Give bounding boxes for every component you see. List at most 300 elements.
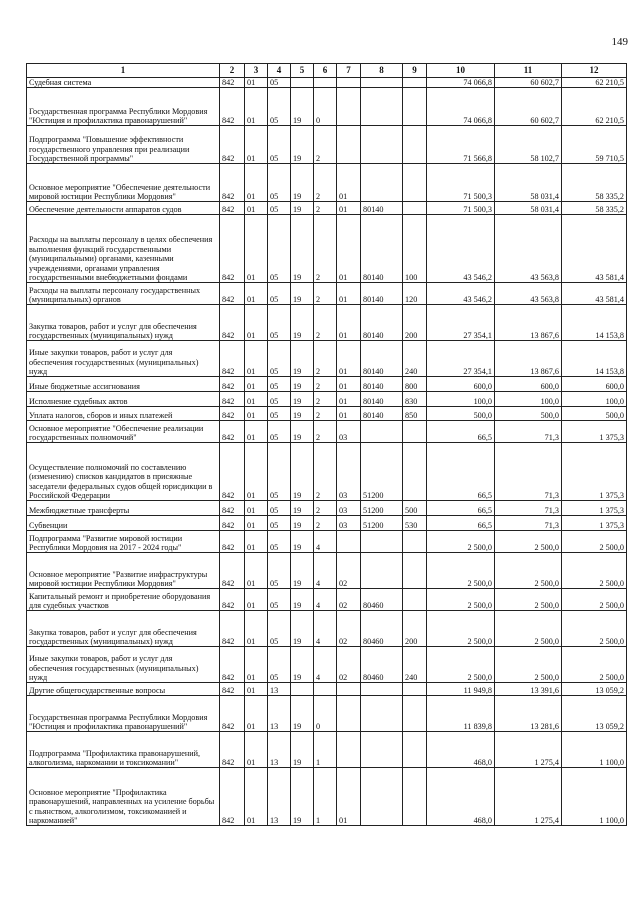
- header-cell: 3: [245, 64, 268, 78]
- amount-year-3: 13 059,2: [562, 683, 627, 696]
- item-name: Основное мероприятие "Обеспечение деятельности мировой юстиции Республики Мордовия": [27, 164, 220, 202]
- amount-year-1: 66,5: [427, 443, 495, 501]
- table-row: [27, 392, 627, 407]
- amount-year-2: 58 031,4: [495, 202, 562, 215]
- item-name: Расходы на выплаты персоналу в целях обеспечения выполнения функций государственными (муниципальными) органами, казенными учреждениями, органами управления государственными внебюджетными фондами: [27, 215, 220, 283]
- table-row: [27, 443, 627, 501]
- table-row: [27, 283, 627, 305]
- subsection-code: 05: [268, 392, 291, 407]
- direction-code: 80140: [361, 305, 403, 341]
- direction-code: [361, 78, 403, 88]
- event-code: 02: [337, 553, 361, 589]
- program-code: 19: [291, 341, 314, 377]
- program-code: 19: [291, 696, 314, 732]
- amount-year-2: 60 602,7: [495, 78, 562, 88]
- program-code: 19: [291, 501, 314, 516]
- direction-code: 80460: [361, 611, 403, 647]
- item-name: Основное мероприятие "Профилактика правонарушений, направленных на усиление борьбы с пьянством, алкоголизмом, токсикоманией и наркоманией": [27, 768, 220, 826]
- subsection-code: 05: [268, 377, 291, 392]
- table-row: [27, 407, 627, 421]
- budget-table: [26, 63, 627, 826]
- expense-type-code: 120: [403, 283, 427, 305]
- direction-code: 80140: [361, 215, 403, 283]
- subsection-code: 13: [268, 683, 291, 696]
- program-code: 19: [291, 732, 314, 768]
- program-code: 19: [291, 377, 314, 392]
- header-cell: 12: [562, 64, 627, 78]
- item-name: Иные бюджетные ассигнования: [27, 377, 220, 392]
- direction-code: [361, 683, 403, 696]
- header-cell: 2: [220, 64, 245, 78]
- amount-year-3: 13 059,2: [562, 696, 627, 732]
- ministry-code: 842: [220, 341, 245, 377]
- ministry-code: 842: [220, 768, 245, 826]
- item-name: Уплата налогов, сборов и иных платежей: [27, 407, 220, 421]
- expense-type-code: 240: [403, 341, 427, 377]
- subsection-code: 05: [268, 421, 291, 443]
- direction-code: 51200: [361, 516, 403, 531]
- section-code: 01: [245, 305, 268, 341]
- expense-type-code: 240: [403, 647, 427, 683]
- amount-year-2: 2 500,0: [495, 531, 562, 553]
- amount-year-1: 66,5: [427, 421, 495, 443]
- section-code: 01: [245, 78, 268, 88]
- section-code: 01: [245, 589, 268, 611]
- amount-year-1: 11 949,8: [427, 683, 495, 696]
- program-code: 19: [291, 305, 314, 341]
- section-code: 01: [245, 202, 268, 215]
- program-code: 19: [291, 407, 314, 421]
- program-code: 19: [291, 202, 314, 215]
- amount-year-3: 2 500,0: [562, 589, 627, 611]
- amount-year-3: 1 100,0: [562, 732, 627, 768]
- ministry-code: 842: [220, 88, 245, 126]
- event-code: [337, 732, 361, 768]
- header-cell: 6: [314, 64, 337, 78]
- ministry-code: 842: [220, 283, 245, 305]
- section-code: 01: [245, 647, 268, 683]
- item-name: Исполнение судебных актов: [27, 392, 220, 407]
- event-code: 01: [337, 283, 361, 305]
- header-cell: 10: [427, 64, 495, 78]
- expense-type-code: 200: [403, 305, 427, 341]
- item-name: Государственная программа Республики Мордовия "Юстиция и профилактика правонарушений": [27, 696, 220, 732]
- amount-year-3: 2 500,0: [562, 647, 627, 683]
- amount-year-2: 1 275,4: [495, 768, 562, 826]
- program-code: 19: [291, 531, 314, 553]
- table-row: [27, 683, 627, 696]
- amount-year-3: 14 153,8: [562, 341, 627, 377]
- ministry-code: 842: [220, 531, 245, 553]
- subprogram-code: [314, 78, 337, 88]
- section-code: 01: [245, 501, 268, 516]
- amount-year-3: 62 210,5: [562, 78, 627, 88]
- event-code: 01: [337, 392, 361, 407]
- amount-year-3: 500,0: [562, 407, 627, 421]
- event-code: 03: [337, 501, 361, 516]
- direction-code: [361, 88, 403, 126]
- amount-year-1: 2 500,0: [427, 647, 495, 683]
- amount-year-3: 2 500,0: [562, 553, 627, 589]
- subprogram-code: 2: [314, 202, 337, 215]
- amount-year-1: 43 546,2: [427, 283, 495, 305]
- item-name: Расходы на выплаты персоналу государственных (муниципальных) органов: [27, 283, 220, 305]
- amount-year-3: 1 375,3: [562, 501, 627, 516]
- event-code: 03: [337, 443, 361, 501]
- direction-code: 80140: [361, 377, 403, 392]
- expense-type-code: 850: [403, 407, 427, 421]
- ministry-code: 842: [220, 647, 245, 683]
- amount-year-1: 71 500,3: [427, 164, 495, 202]
- direction-code: [361, 553, 403, 589]
- amount-year-1: 2 500,0: [427, 553, 495, 589]
- ministry-code: 842: [220, 553, 245, 589]
- expense-type-code: [403, 88, 427, 126]
- ministry-code: 842: [220, 407, 245, 421]
- table-row: [27, 501, 627, 516]
- direction-code: [361, 531, 403, 553]
- program-code: 19: [291, 126, 314, 164]
- direction-code: 80460: [361, 647, 403, 683]
- event-code: [337, 531, 361, 553]
- subprogram-code: 2: [314, 377, 337, 392]
- event-code: 03: [337, 421, 361, 443]
- direction-code: [361, 768, 403, 826]
- item-name: Иные закупки товаров, работ и услуг для обеспечения государственных (муниципальных) нужд: [27, 647, 220, 683]
- subsection-code: 05: [268, 589, 291, 611]
- section-code: 01: [245, 768, 268, 826]
- item-name: Капитальный ремонт и приобретение оборудования для судебных участков: [27, 589, 220, 611]
- subprogram-code: 4: [314, 611, 337, 647]
- item-name: Подпрограмма "Профилактика правонарушений, алкоголизма, наркомании и токсикомании": [27, 732, 220, 768]
- subprogram-code: 2: [314, 516, 337, 531]
- expense-type-code: [403, 443, 427, 501]
- amount-year-3: 2 500,0: [562, 531, 627, 553]
- amount-year-3: 58 335,2: [562, 164, 627, 202]
- expense-type-code: 830: [403, 392, 427, 407]
- event-code: 01: [337, 768, 361, 826]
- table-row: [27, 421, 627, 443]
- subsection-code: 13: [268, 768, 291, 826]
- table-row: [27, 732, 627, 768]
- subprogram-code: 2: [314, 421, 337, 443]
- amount-year-2: 2 500,0: [495, 553, 562, 589]
- subsection-code: 05: [268, 611, 291, 647]
- amount-year-3: 1 375,3: [562, 421, 627, 443]
- header-cell: 9: [403, 64, 427, 78]
- amount-year-1: 43 546,2: [427, 215, 495, 283]
- subprogram-code: 2: [314, 215, 337, 283]
- expense-type-code: 100: [403, 215, 427, 283]
- subprogram-code: 2: [314, 305, 337, 341]
- event-code: 01: [337, 377, 361, 392]
- direction-code: [361, 696, 403, 732]
- expense-type-code: [403, 421, 427, 443]
- item-name: Осуществление полномочий по составлению (изменению) списков кандидатов в присяжные заседатели федеральных судов общей юрисдикции в Российской Федерации: [27, 443, 220, 501]
- item-name: Государственная программа Республики Мордовия "Юстиция и профилактика правонарушений": [27, 88, 220, 126]
- event-code: 02: [337, 589, 361, 611]
- event-code: 01: [337, 164, 361, 202]
- subsection-code: 05: [268, 647, 291, 683]
- event-code: [337, 126, 361, 164]
- amount-year-2: 13 867,6: [495, 341, 562, 377]
- table-body: [27, 78, 627, 826]
- subprogram-code: 2: [314, 392, 337, 407]
- section-code: 01: [245, 516, 268, 531]
- expense-type-code: 530: [403, 516, 427, 531]
- amount-year-2: 2 500,0: [495, 647, 562, 683]
- page-number: 149: [611, 36, 628, 48]
- section-code: 01: [245, 443, 268, 501]
- program-code: 19: [291, 553, 314, 589]
- amount-year-1: 2 500,0: [427, 611, 495, 647]
- ministry-code: 842: [220, 683, 245, 696]
- section-code: 01: [245, 283, 268, 305]
- header-cell: 7: [337, 64, 361, 78]
- amount-year-1: 66,5: [427, 501, 495, 516]
- amount-year-1: 2 500,0: [427, 531, 495, 553]
- amount-year-3: 1 375,3: [562, 443, 627, 501]
- event-code: [337, 683, 361, 696]
- subsection-code: 05: [268, 202, 291, 215]
- subprogram-code: 4: [314, 647, 337, 683]
- subprogram-code: 2: [314, 283, 337, 305]
- expense-type-code: 500: [403, 501, 427, 516]
- amount-year-1: 66,5: [427, 516, 495, 531]
- expense-type-code: [403, 202, 427, 215]
- amount-year-1: 71 566,8: [427, 126, 495, 164]
- direction-code: [361, 732, 403, 768]
- amount-year-2: 71,3: [495, 501, 562, 516]
- subsection-code: 05: [268, 126, 291, 164]
- event-code: 01: [337, 305, 361, 341]
- table-row: [27, 215, 627, 283]
- ministry-code: 842: [220, 202, 245, 215]
- amount-year-1: 468,0: [427, 768, 495, 826]
- event-code: 02: [337, 647, 361, 683]
- table-row: [27, 647, 627, 683]
- item-name: Межбюджетные трансферты: [27, 501, 220, 516]
- amount-year-2: 71,3: [495, 421, 562, 443]
- expense-type-code: [403, 164, 427, 202]
- event-code: 01: [337, 407, 361, 421]
- ministry-code: 842: [220, 501, 245, 516]
- expense-type-code: [403, 683, 427, 696]
- expense-type-code: [403, 732, 427, 768]
- subprogram-code: 2: [314, 126, 337, 164]
- amount-year-1: 27 354,1: [427, 305, 495, 341]
- amount-year-3: 100,0: [562, 392, 627, 407]
- subprogram-code: 0: [314, 696, 337, 732]
- ministry-code: 842: [220, 126, 245, 164]
- direction-code: 80140: [361, 341, 403, 377]
- direction-code: [361, 126, 403, 164]
- program-code: 19: [291, 516, 314, 531]
- item-name: Судебная система: [27, 78, 220, 88]
- amount-year-2: 500,0: [495, 407, 562, 421]
- direction-code: 80140: [361, 407, 403, 421]
- ministry-code: 842: [220, 377, 245, 392]
- header-cell: 11: [495, 64, 562, 78]
- amount-year-1: 11 839,8: [427, 696, 495, 732]
- amount-year-2: 600,0: [495, 377, 562, 392]
- program-code: [291, 78, 314, 88]
- amount-year-2: 100,0: [495, 392, 562, 407]
- direction-code: [361, 421, 403, 443]
- amount-year-3: 1 100,0: [562, 768, 627, 826]
- ministry-code: 842: [220, 611, 245, 647]
- subsection-code: 05: [268, 88, 291, 126]
- ministry-code: 842: [220, 696, 245, 732]
- header-cell: 1: [27, 64, 220, 78]
- section-code: 01: [245, 164, 268, 202]
- amount-year-2: 1 275,4: [495, 732, 562, 768]
- amount-year-2: 71,3: [495, 443, 562, 501]
- subsection-code: 05: [268, 215, 291, 283]
- expense-type-code: [403, 696, 427, 732]
- ministry-code: 842: [220, 164, 245, 202]
- item-name: Иные закупки товаров, работ и услуг для обеспечения государственных (муниципальных) нужд: [27, 341, 220, 377]
- section-code: 01: [245, 553, 268, 589]
- subsection-code: 05: [268, 305, 291, 341]
- subsection-code: 05: [268, 407, 291, 421]
- section-code: 01: [245, 611, 268, 647]
- table-row: [27, 164, 627, 202]
- subsection-code: 05: [268, 531, 291, 553]
- ministry-code: 842: [220, 305, 245, 341]
- program-code: 19: [291, 283, 314, 305]
- subsection-code: 13: [268, 732, 291, 768]
- amount-year-3: 2 500,0: [562, 611, 627, 647]
- table-row: [27, 531, 627, 553]
- amount-year-3: 59 710,5: [562, 126, 627, 164]
- expense-type-code: [403, 553, 427, 589]
- section-code: 01: [245, 88, 268, 126]
- ministry-code: 842: [220, 215, 245, 283]
- expense-type-code: [403, 126, 427, 164]
- table-row: [27, 553, 627, 589]
- amount-year-1: 468,0: [427, 732, 495, 768]
- amount-year-3: 43 581,4: [562, 215, 627, 283]
- program-code: 19: [291, 647, 314, 683]
- amount-year-1: 27 354,1: [427, 341, 495, 377]
- table-row: [27, 377, 627, 392]
- header-cell: 8: [361, 64, 403, 78]
- subsection-code: 05: [268, 443, 291, 501]
- event-code: 02: [337, 611, 361, 647]
- amount-year-3: 58 335,2: [562, 202, 627, 215]
- table-row: [27, 768, 627, 826]
- amount-year-3: 62 210,5: [562, 88, 627, 126]
- amount-year-1: 500,0: [427, 407, 495, 421]
- section-code: 01: [245, 341, 268, 377]
- program-code: 19: [291, 421, 314, 443]
- event-code: 01: [337, 202, 361, 215]
- header-cell: 5: [291, 64, 314, 78]
- amount-year-2: 58 102,7: [495, 126, 562, 164]
- event-code: 01: [337, 215, 361, 283]
- amount-year-2: 43 563,8: [495, 215, 562, 283]
- table-row: [27, 516, 627, 531]
- subprogram-code: 4: [314, 531, 337, 553]
- table-row: [27, 305, 627, 341]
- subsection-code: 05: [268, 501, 291, 516]
- amount-year-3: 14 153,8: [562, 305, 627, 341]
- expense-type-code: [403, 768, 427, 826]
- amount-year-2: 58 031,4: [495, 164, 562, 202]
- section-code: 01: [245, 215, 268, 283]
- item-name: Другие общегосударственные вопросы: [27, 683, 220, 696]
- item-name: Закупка товаров, работ и услуг для обеспечения государственных (муниципальных) нужд: [27, 305, 220, 341]
- program-code: 19: [291, 164, 314, 202]
- ministry-code: 842: [220, 392, 245, 407]
- subsection-code: 05: [268, 341, 291, 377]
- amount-year-3: 43 581,4: [562, 283, 627, 305]
- section-code: 01: [245, 377, 268, 392]
- subprogram-code: 2: [314, 164, 337, 202]
- ministry-code: 842: [220, 78, 245, 88]
- program-code: [291, 683, 314, 696]
- subprogram-code: 2: [314, 501, 337, 516]
- subprogram-code: 4: [314, 589, 337, 611]
- amount-year-1: 2 500,0: [427, 589, 495, 611]
- section-code: 01: [245, 683, 268, 696]
- amount-year-2: 60 602,7: [495, 88, 562, 126]
- subsection-code: 05: [268, 78, 291, 88]
- section-code: 01: [245, 126, 268, 164]
- event-code: 03: [337, 516, 361, 531]
- table-row: [27, 589, 627, 611]
- program-code: 19: [291, 768, 314, 826]
- ministry-code: 842: [220, 421, 245, 443]
- amount-year-3: 1 375,3: [562, 516, 627, 531]
- amount-year-2: 13 391,6: [495, 683, 562, 696]
- direction-code: 80140: [361, 283, 403, 305]
- table-header-row: [27, 64, 627, 78]
- event-code: 01: [337, 341, 361, 377]
- item-name: Основное мероприятие "Развитие инфраструктуры мировой юстиции Республики Мордовия": [27, 553, 220, 589]
- item-name: Подпрограмма "Развитие мировой юстиции Республики Мордовия на 2017 - 2024 годы": [27, 531, 220, 553]
- subprogram-code: 2: [314, 341, 337, 377]
- ministry-code: 842: [220, 589, 245, 611]
- table-row: [27, 126, 627, 164]
- expense-type-code: [403, 78, 427, 88]
- item-name: Подпрограмма "Повышение эффективности государственного управления при реализации Государственной программы": [27, 126, 220, 164]
- direction-code: 80140: [361, 202, 403, 215]
- table-row: [27, 611, 627, 647]
- amount-year-3: 600,0: [562, 377, 627, 392]
- ministry-code: 842: [220, 732, 245, 768]
- amount-year-1: 74 066,8: [427, 78, 495, 88]
- direction-code: [361, 164, 403, 202]
- subprogram-code: 2: [314, 443, 337, 501]
- header-cell: 4: [268, 64, 291, 78]
- subsection-code: 05: [268, 283, 291, 305]
- table-row: [27, 78, 627, 88]
- direction-code: 51200: [361, 501, 403, 516]
- expense-type-code: [403, 531, 427, 553]
- event-code: [337, 696, 361, 732]
- program-code: 19: [291, 611, 314, 647]
- program-code: 19: [291, 392, 314, 407]
- amount-year-1: 100,0: [427, 392, 495, 407]
- ministry-code: 842: [220, 516, 245, 531]
- program-code: 19: [291, 215, 314, 283]
- amount-year-1: 71 500,3: [427, 202, 495, 215]
- amount-year-1: 600,0: [427, 377, 495, 392]
- item-name: Основное мероприятие "Обеспечение реализации государственных полномочий": [27, 421, 220, 443]
- expense-type-code: 800: [403, 377, 427, 392]
